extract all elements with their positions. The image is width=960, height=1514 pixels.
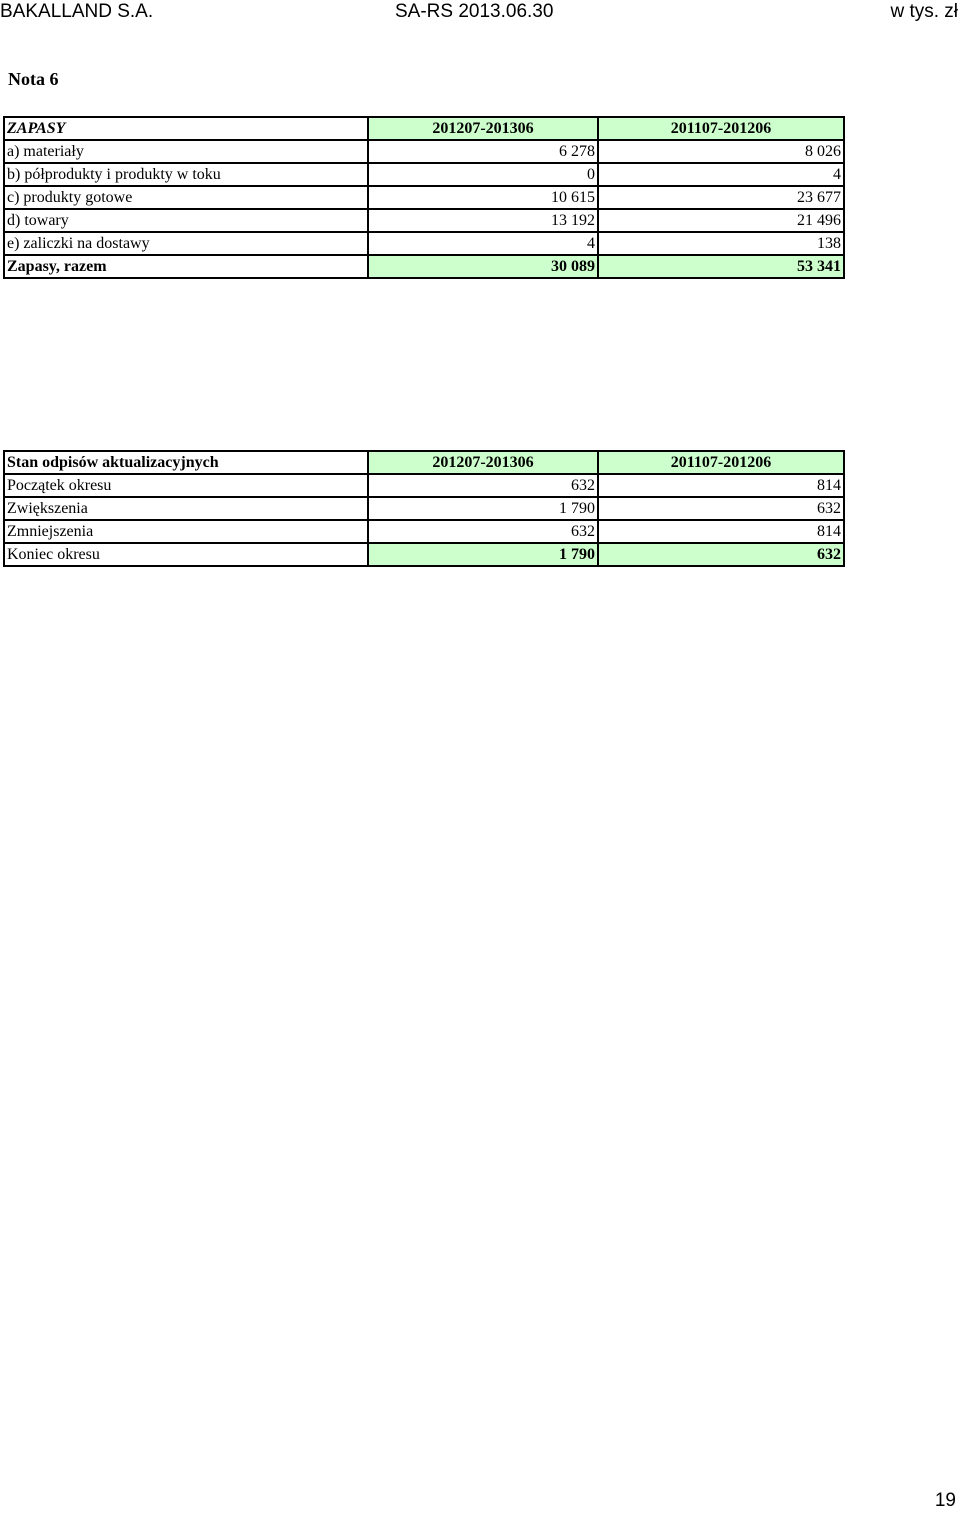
- table-title: ZAPASY: [4, 117, 368, 140]
- row-label: Zwiększenia: [4, 497, 368, 520]
- currency-unit: w tys. zł: [890, 1, 958, 22]
- table-row: [4, 520, 844, 543]
- value-current: 6 278: [368, 140, 598, 163]
- column-header-current: 201207-201306: [368, 451, 598, 474]
- value-current: 632: [368, 474, 598, 497]
- row-label: e) zaliczki na dostawy: [4, 232, 368, 255]
- report-id: SA-RS 2013.06.30: [395, 1, 554, 22]
- value-current: 13 192: [368, 209, 598, 232]
- value-current: 0: [368, 163, 598, 186]
- value-current: 1 790: [368, 497, 598, 520]
- column-header-previous: 201107-201206: [598, 117, 844, 140]
- table-header-row: [4, 451, 844, 474]
- row-label: d) towary: [4, 209, 368, 232]
- table-row: [4, 209, 844, 232]
- column-header-current: 201207-201306: [368, 117, 598, 140]
- table-row: [4, 186, 844, 209]
- value-previous: 23 677: [598, 186, 844, 209]
- value-previous: 814: [598, 520, 844, 543]
- table-row: [4, 232, 844, 255]
- total-previous: 632: [598, 543, 844, 566]
- table-title: Stan odpisów aktualizacyjnych: [4, 451, 368, 474]
- total-current: 30 089: [368, 255, 598, 278]
- column-header-previous: 201107-201206: [598, 451, 844, 474]
- table-header-row: [4, 117, 844, 140]
- total-current: 1 790: [368, 543, 598, 566]
- row-label: Początek okresu: [4, 474, 368, 497]
- total-label: Koniec okresu: [4, 543, 368, 566]
- value-current: 4: [368, 232, 598, 255]
- value-current: 632: [368, 520, 598, 543]
- value-previous: 632: [598, 497, 844, 520]
- page-number: 19: [934, 1490, 956, 1511]
- company-name: BAKALLAND S.A.: [0, 1, 154, 22]
- note-title: Nota 6: [8, 69, 59, 89]
- row-label: a) materiały: [4, 140, 368, 163]
- table-row: [4, 497, 844, 520]
- page-header: [0, 0, 960, 26]
- total-previous: 53 341: [598, 255, 844, 278]
- writedown-table: [3, 450, 845, 567]
- row-label: c) produkty gotowe: [4, 186, 368, 209]
- row-label: Zmniejszenia: [4, 520, 368, 543]
- value-previous: 814: [598, 474, 844, 497]
- value-current: 10 615: [368, 186, 598, 209]
- table-row: [4, 163, 844, 186]
- value-previous: 8 026: [598, 140, 844, 163]
- row-label: b) półprodukty i produkty w toku: [4, 163, 368, 186]
- table-row: [4, 474, 844, 497]
- value-previous: 138: [598, 232, 844, 255]
- total-row: [4, 543, 844, 566]
- value-previous: 21 496: [598, 209, 844, 232]
- value-previous: 4: [598, 163, 844, 186]
- total-row: [4, 255, 844, 278]
- inventory-table: [3, 116, 845, 279]
- table-row: [4, 140, 844, 163]
- total-label: Zapasy, razem: [4, 255, 368, 278]
